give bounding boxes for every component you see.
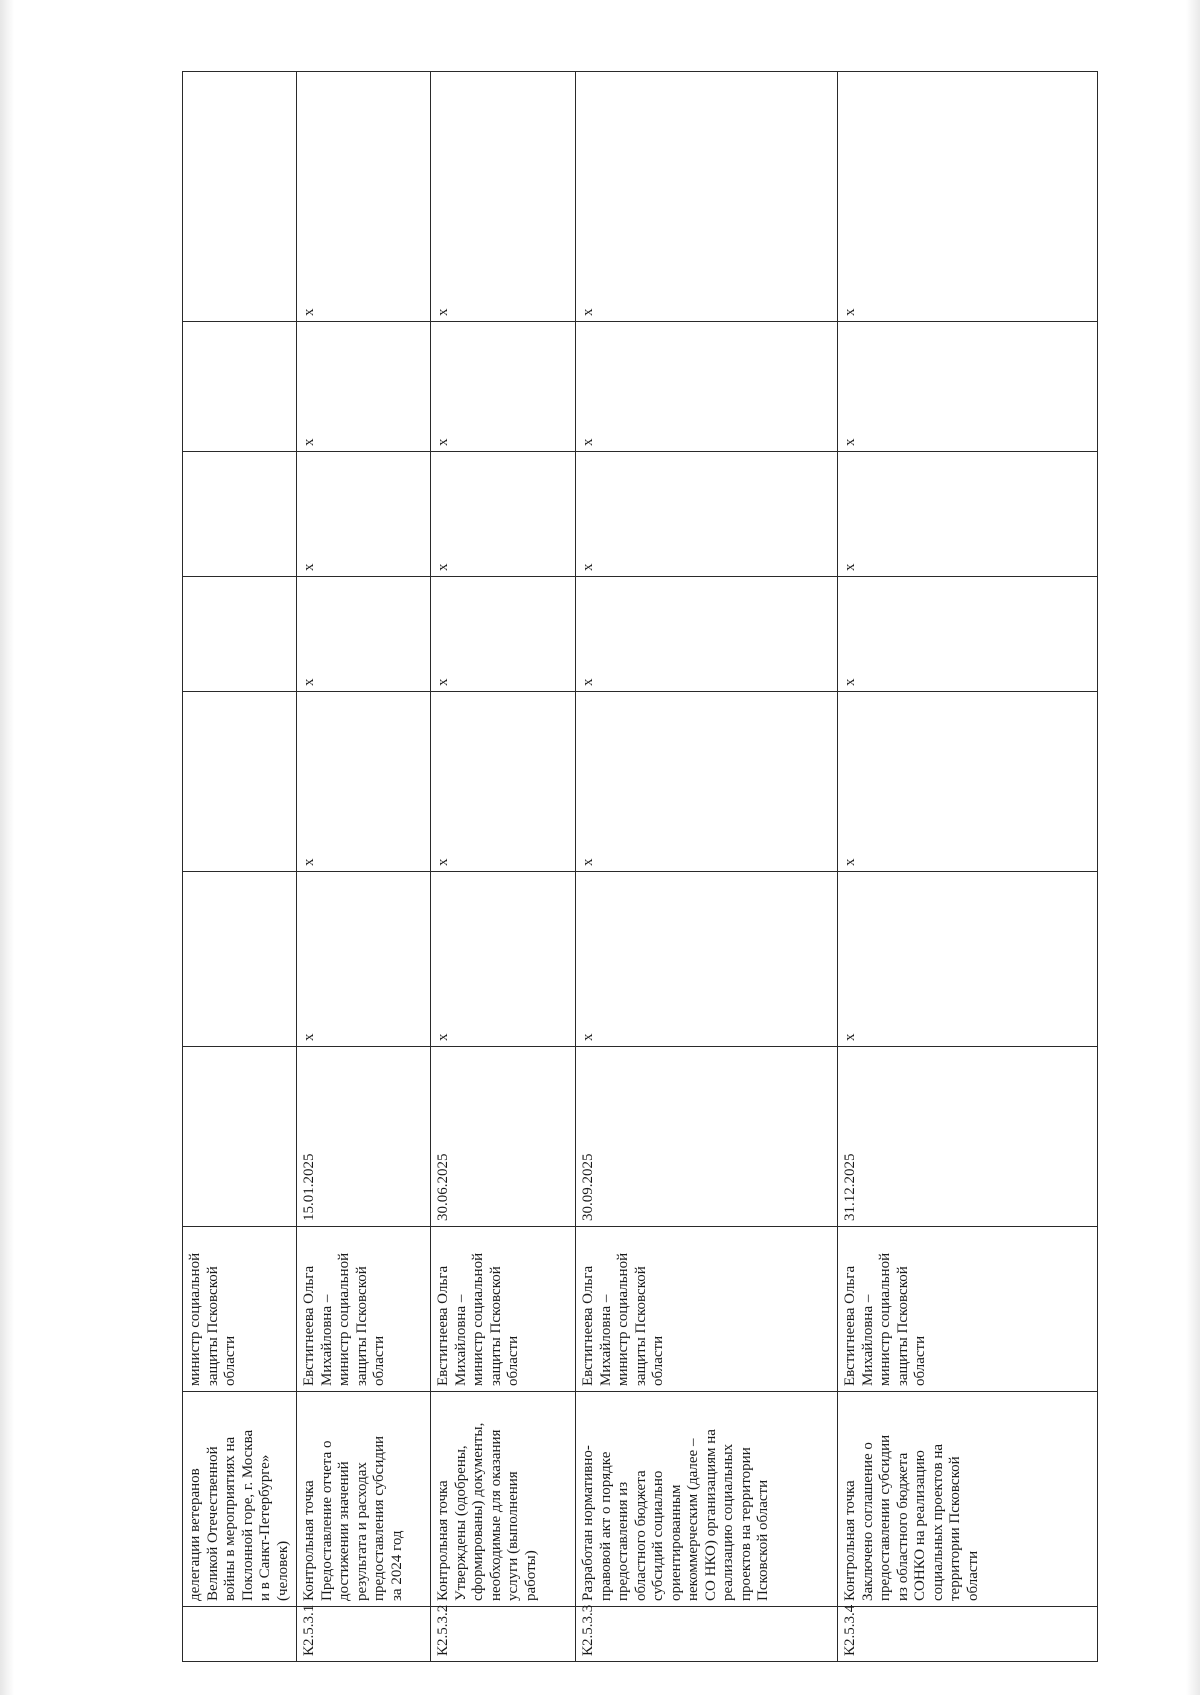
- date-cell: [297, 1047, 431, 1227]
- mark-cell: [431, 452, 576, 577]
- responsible-line: защиты Псковской: [353, 1266, 370, 1386]
- name-line: достижении значений: [336, 1461, 352, 1601]
- name-line: и в Санкт-Петербурге»: [257, 1454, 273, 1601]
- name-line: реализацию социальных: [720, 1443, 736, 1601]
- mark-x: х: [435, 678, 451, 686]
- responsible-cell: [183, 1227, 297, 1392]
- row-date: 31.12.2025: [842, 1153, 858, 1221]
- responsible-line: защиты Псковской: [204, 1266, 221, 1386]
- code-cell: [297, 1604, 431, 1662]
- responsible-cell: [431, 1227, 576, 1392]
- name-line: Предоставление отчета о: [318, 1440, 335, 1601]
- mark-cell: [183, 452, 297, 577]
- row-code: К2.5.3.1: [301, 1604, 317, 1656]
- mark-x: х: [580, 678, 596, 686]
- mark-x: х: [301, 438, 317, 446]
- name-line: из областного бюджета: [894, 1452, 911, 1601]
- name-line: Поклонной горе, г. Москва: [239, 1429, 256, 1601]
- table-row: [297, 72, 431, 1662]
- mark-x: х: [435, 858, 451, 866]
- name-line: предоставлении субсидии: [877, 1434, 893, 1601]
- mark-cell: [838, 577, 1098, 692]
- mark-cell: [297, 322, 431, 452]
- mark-x: х: [301, 1033, 317, 1041]
- mark-x: х: [842, 563, 858, 571]
- name-line: территории Псковской: [947, 1456, 963, 1601]
- mark-cell: [297, 692, 431, 872]
- name-line: СО НКО) организациям на: [702, 1429, 719, 1601]
- name-line: за 2024 год: [388, 1530, 405, 1601]
- mark-x: х: [301, 858, 317, 866]
- row-code: К2.5.3.4: [842, 1604, 858, 1656]
- code-cell: [431, 1604, 576, 1662]
- mark-cell: [183, 322, 297, 452]
- name-line: субсидий социально: [650, 1470, 666, 1601]
- mark-cell: [838, 872, 1098, 1047]
- responsible-line: министр социальной: [187, 1252, 203, 1386]
- responsible-line: Евстигнеева Ольга: [435, 1265, 451, 1386]
- name-line: результата и расходах: [353, 1462, 370, 1601]
- responsible-line: министр социальной: [336, 1252, 352, 1386]
- responsible-line: Евстигнеева Ольга: [580, 1265, 596, 1386]
- responsible-line: министр социальной: [615, 1252, 631, 1386]
- name-line: СОНКО на реализацию: [912, 1450, 928, 1601]
- mark-cell: [576, 692, 838, 872]
- name-cell: [838, 1392, 1098, 1607]
- mark-cell: [297, 452, 431, 577]
- mark-cell: [183, 692, 297, 872]
- row-code: К2.5.3.2: [435, 1604, 451, 1656]
- mark-cell: [183, 577, 297, 692]
- responsible-cell: [297, 1227, 431, 1392]
- mark-x: х: [842, 858, 858, 866]
- name-line: Заключено соглашение о: [859, 1442, 876, 1601]
- scan-edge-left: [0, 0, 14, 1695]
- mark-x: х: [580, 438, 596, 446]
- mark-cell: [431, 692, 576, 872]
- mark-cell: [431, 72, 576, 322]
- code-cell: [838, 1604, 1098, 1662]
- mark-x: х: [842, 308, 858, 316]
- name-cell: [297, 1392, 431, 1607]
- responsible-line: области: [371, 1335, 387, 1386]
- table-row: [431, 72, 576, 1662]
- responsible-line: защиты Псковской: [487, 1266, 504, 1386]
- name-cell: [183, 1392, 297, 1607]
- responsible-cell: [576, 1227, 838, 1392]
- code-cell: [576, 1604, 838, 1662]
- name-line: войны в мероприятиях на: [222, 1436, 238, 1601]
- responsible-line: области: [222, 1335, 238, 1386]
- responsible-line: Михайловна –: [597, 1294, 614, 1386]
- name-line: Великой Отечественной: [204, 1446, 221, 1601]
- name-line: (человек): [274, 1540, 291, 1601]
- row-date: 30.06.2025: [435, 1153, 451, 1221]
- mark-x: х: [301, 678, 317, 686]
- mark-x: х: [435, 563, 451, 571]
- responsible-line: области: [650, 1335, 666, 1386]
- date-cell: [838, 1047, 1098, 1227]
- name-line: предоставления из: [615, 1481, 631, 1601]
- name-line: Разработан нормативно-: [580, 1445, 596, 1601]
- mark-x: х: [580, 563, 596, 571]
- mark-cell: [576, 872, 838, 1047]
- mark-cell: [838, 72, 1098, 322]
- name-line: предоставления субсидии: [371, 1435, 387, 1601]
- name-line: некоммерческим (далее –: [685, 1438, 701, 1601]
- responsible-line: защиты Псковской: [894, 1266, 911, 1386]
- row-date: 30.09.2025: [580, 1153, 596, 1221]
- name-line: сформированы) документы,: [470, 1422, 486, 1601]
- responsible-line: области: [912, 1335, 928, 1386]
- mark-x: х: [435, 438, 451, 446]
- mark-cell: [576, 72, 838, 322]
- mark-x: х: [435, 308, 451, 316]
- mark-cell: [838, 452, 1098, 577]
- responsible-line: Михайловна –: [318, 1294, 335, 1386]
- responsible-line: Михайловна –: [452, 1294, 469, 1386]
- name-line: области: [964, 1550, 981, 1601]
- name-line: проектов на территории: [737, 1447, 754, 1601]
- responsible-cell: [838, 1227, 1098, 1392]
- responsible-line: Евстигнеева Ольга: [842, 1265, 858, 1386]
- name-line: ориентированным: [667, 1484, 684, 1601]
- row-code: К2.5.3.3: [580, 1604, 596, 1656]
- name-line: социальных проектов на: [929, 1443, 946, 1601]
- mark-cell: [431, 577, 576, 692]
- name-line: делегации ветеранов: [187, 1468, 203, 1601]
- date-cell: [576, 1047, 838, 1227]
- name-cell: [576, 1392, 838, 1607]
- mark-cell: [431, 322, 576, 452]
- mark-x: х: [580, 1033, 596, 1041]
- name-line: услуги (выполнения: [505, 1471, 521, 1601]
- plan-table: [182, 71, 1098, 1662]
- mark-cell: [183, 72, 297, 322]
- mark-x: х: [580, 308, 596, 316]
- scan-edge-right: [1186, 0, 1200, 1695]
- name-line: Утверждены (одобрены,: [452, 1445, 469, 1601]
- table-row: [576, 72, 838, 1662]
- mark-cell: [576, 322, 838, 452]
- row-date: 15.01.2025: [301, 1153, 317, 1221]
- name-line: правовой акт о порядке: [597, 1451, 614, 1601]
- responsible-line: министр социальной: [877, 1252, 893, 1386]
- mark-x: х: [580, 858, 596, 866]
- table-row: [183, 72, 297, 1662]
- name-cell: [431, 1392, 576, 1607]
- name-line: Контрольная точка: [301, 1480, 317, 1601]
- table-row: [838, 72, 1098, 1662]
- mark-cell: [431, 872, 576, 1047]
- mark-x: х: [435, 1033, 451, 1041]
- date-cell: [183, 1047, 297, 1227]
- date-cell: [431, 1047, 576, 1227]
- mark-x: х: [842, 678, 858, 686]
- responsible-line: области: [505, 1335, 521, 1386]
- responsible-line: Михайловна –: [859, 1294, 876, 1386]
- mark-cell: [576, 577, 838, 692]
- mark-cell: [576, 452, 838, 577]
- name-line: необходимые для оказания: [487, 1429, 504, 1601]
- name-line: Контрольная точка: [842, 1480, 858, 1601]
- code-cell: [183, 1607, 297, 1662]
- mark-cell: [297, 872, 431, 1047]
- mark-cell: [183, 872, 297, 1047]
- rotated-document-page: [182, 72, 1097, 1662]
- name-line: областного бюджета: [632, 1470, 649, 1601]
- mark-cell: [297, 577, 431, 692]
- responsible-line: защиты Псковской: [632, 1266, 649, 1386]
- mark-cell: [297, 72, 431, 322]
- mark-x: х: [842, 1033, 858, 1041]
- name-line: Контрольная точка: [435, 1480, 451, 1601]
- responsible-line: Евстигнеева Ольга: [301, 1265, 317, 1386]
- mark-x: х: [301, 308, 317, 316]
- responsible-line: министр социальной: [470, 1252, 486, 1386]
- mark-x: х: [301, 563, 317, 571]
- name-line: работы): [522, 1550, 539, 1601]
- mark-x: х: [842, 438, 858, 446]
- name-line: Псковской области: [755, 1479, 771, 1601]
- mark-cell: [838, 692, 1098, 872]
- mark-cell: [838, 322, 1098, 452]
